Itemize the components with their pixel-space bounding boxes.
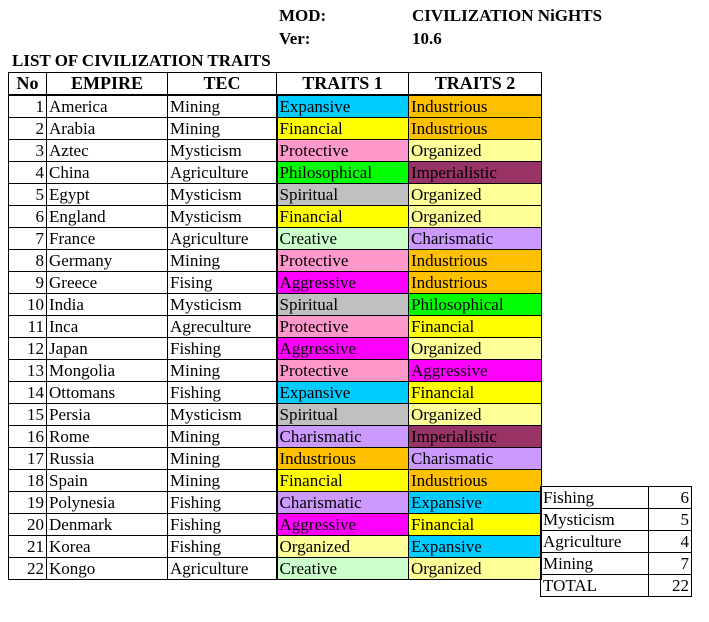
- cell-empire: Rome: [47, 426, 168, 448]
- cell-tec: Mining: [168, 448, 277, 470]
- cell-trait-1: Protective: [277, 250, 409, 272]
- cell-no: 11: [9, 316, 47, 338]
- cell-no: 5: [9, 184, 47, 206]
- table-row: [9, 184, 542, 206]
- cell-trait-1: Protective: [277, 316, 409, 338]
- summary-row: [541, 531, 692, 553]
- cell-trait-2: Organized: [409, 206, 542, 228]
- cell-no: 22: [9, 558, 47, 580]
- cell-tec: Mysticism: [168, 140, 277, 162]
- summary-count: 5: [649, 509, 692, 531]
- cell-trait-1: Creative: [277, 228, 409, 250]
- cell-empire: Polynesia: [47, 492, 168, 514]
- table-row: [9, 118, 542, 140]
- cell-tec: Agreculture: [168, 316, 277, 338]
- cell-tec: Mining: [168, 118, 277, 140]
- cell-trait-1: Financial: [277, 118, 409, 140]
- cell-tec: Mining: [168, 426, 277, 448]
- cell-no: 4: [9, 162, 47, 184]
- table-row: [9, 294, 542, 316]
- cell-trait-2: Expansive: [409, 492, 542, 514]
- cell-no: 10: [9, 294, 47, 316]
- mod-label: MOD:: [279, 6, 327, 25]
- cell-trait-1: Protective: [277, 360, 409, 382]
- cell-trait-2: Industrious: [409, 250, 542, 272]
- cell-no: 2: [9, 118, 47, 140]
- cell-no: 3: [9, 140, 47, 162]
- cell-empire: Aztec: [47, 140, 168, 162]
- cell-tec: Fishing: [168, 492, 277, 514]
- cell-tec: Fishing: [168, 382, 277, 404]
- table-row: [9, 382, 542, 404]
- table-row: [9, 140, 542, 162]
- cell-trait-2: Organized: [409, 140, 542, 162]
- column-header-empire: EMPIRE: [47, 73, 168, 96]
- summary-count: 4: [649, 531, 692, 553]
- cell-trait-2: Philosophical: [409, 294, 542, 316]
- cell-trait-1: Spiritual: [277, 404, 409, 426]
- cell-trait-1: Creative: [277, 558, 409, 580]
- cell-empire: Japan: [47, 338, 168, 360]
- summary-count: 7: [649, 553, 692, 575]
- cell-no: 17: [9, 448, 47, 470]
- cell-trait-2: Expansive: [409, 536, 542, 558]
- cell-empire: Germany: [47, 250, 168, 272]
- cell-trait-1: Philosophical: [277, 162, 409, 184]
- table-row: [9, 250, 542, 272]
- cell-trait-1: Spiritual: [277, 294, 409, 316]
- cell-trait-1: Aggressive: [277, 272, 409, 294]
- cell-no: 12: [9, 338, 47, 360]
- cell-trait-1: Industrious: [277, 448, 409, 470]
- cell-trait-1: Charismatic: [277, 492, 409, 514]
- cell-trait-2: Imperialistic: [409, 162, 542, 184]
- cell-trait-1: Expansive: [277, 95, 409, 118]
- table-row: [9, 95, 542, 118]
- summary-count: 6: [649, 487, 692, 509]
- table-row: [9, 558, 542, 580]
- cell-tec: Fishing: [168, 338, 277, 360]
- summary-label: Agriculture: [541, 531, 649, 553]
- table-row: [9, 448, 542, 470]
- cell-trait-2: Charismatic: [409, 228, 542, 250]
- cell-empire: Greece: [47, 272, 168, 294]
- cell-trait-1: Spiritual: [277, 184, 409, 206]
- cell-tec: Fishing: [168, 536, 277, 558]
- traits-table-body: [9, 95, 542, 580]
- cell-no: 14: [9, 382, 47, 404]
- summary-row: [541, 487, 692, 509]
- table-row: [9, 492, 542, 514]
- cell-trait-1: Expansive: [277, 382, 409, 404]
- mod-value: CIVILIZATION NiGHTS: [412, 6, 603, 25]
- cell-trait-1: Aggressive: [277, 514, 409, 536]
- cell-trait-2: Organized: [409, 404, 542, 426]
- cell-trait-2: Organized: [409, 558, 542, 580]
- cell-tec: Mining: [168, 360, 277, 382]
- cell-trait-2: Industrious: [409, 95, 542, 118]
- summary-count: 22: [649, 575, 692, 597]
- cell-trait-2: Industrious: [409, 272, 542, 294]
- cell-no: 9: [9, 272, 47, 294]
- table-row: [9, 228, 542, 250]
- cell-trait-2: Charismatic: [409, 448, 542, 470]
- cell-no: 19: [9, 492, 47, 514]
- table-row: [9, 470, 542, 492]
- traits-table: [8, 72, 542, 580]
- cell-no: 21: [9, 536, 47, 558]
- table-row: [9, 360, 542, 382]
- summary-row: [541, 575, 692, 597]
- column-header-no: No: [9, 73, 47, 96]
- cell-trait-2: Industrious: [409, 118, 542, 140]
- table-row: [9, 514, 542, 536]
- page-title: LIST OF CIVILIZATION TRAITS: [12, 51, 271, 70]
- cell-empire: Mongolia: [47, 360, 168, 382]
- cell-trait-1: Financial: [277, 206, 409, 228]
- cell-no: 15: [9, 404, 47, 426]
- cell-trait-1: Protective: [277, 140, 409, 162]
- cell-tec: Mining: [168, 470, 277, 492]
- column-header-traits-2: TRAITS 2: [409, 73, 542, 96]
- table-row: [9, 338, 542, 360]
- cell-tec: Mysticism: [168, 184, 277, 206]
- cell-no: 8: [9, 250, 47, 272]
- cell-empire: Korea: [47, 536, 168, 558]
- cell-tec: Fishing: [168, 514, 277, 536]
- summary-label: Mysticism: [541, 509, 649, 531]
- cell-empire: Kongo: [47, 558, 168, 580]
- cell-empire: England: [47, 206, 168, 228]
- cell-empire: Arabia: [47, 118, 168, 140]
- table-header-row: [9, 73, 542, 96]
- cell-empire: Ottomans: [47, 382, 168, 404]
- cell-trait-2: Imperialistic: [409, 426, 542, 448]
- cell-empire: Russia: [47, 448, 168, 470]
- cell-trait-2: Organized: [409, 184, 542, 206]
- cell-tec: Mysticism: [168, 206, 277, 228]
- cell-tec: Agriculture: [168, 162, 277, 184]
- cell-empire: Egypt: [47, 184, 168, 206]
- column-header-tec: TEC: [168, 73, 277, 96]
- cell-tec: Mysticism: [168, 404, 277, 426]
- table-row: [9, 404, 542, 426]
- cell-no: 13: [9, 360, 47, 382]
- cell-tec: Agriculture: [168, 228, 277, 250]
- table-row: [9, 272, 542, 294]
- cell-tec: Mining: [168, 95, 277, 118]
- cell-empire: China: [47, 162, 168, 184]
- cell-trait-1: Aggressive: [277, 338, 409, 360]
- cell-empire: Inca: [47, 316, 168, 338]
- cell-no: 7: [9, 228, 47, 250]
- summary-label: TOTAL: [541, 575, 649, 597]
- cell-no: 20: [9, 514, 47, 536]
- cell-trait-2: Industrious: [409, 470, 542, 492]
- version-label: Ver:: [279, 29, 311, 48]
- cell-trait-1: Charismatic: [277, 426, 409, 448]
- cell-no: 1: [9, 95, 47, 118]
- cell-empire: Persia: [47, 404, 168, 426]
- table-row: [9, 316, 542, 338]
- cell-trait-2: Financial: [409, 316, 542, 338]
- summary-label: Mining: [541, 553, 649, 575]
- summary-row: [541, 509, 692, 531]
- cell-trait-1: Organized: [277, 536, 409, 558]
- summary-label: Fishing: [541, 487, 649, 509]
- cell-no: 18: [9, 470, 47, 492]
- table-row: [9, 426, 542, 448]
- cell-tec: Fising: [168, 272, 277, 294]
- cell-tec: Mining: [168, 250, 277, 272]
- cell-empire: America: [47, 95, 168, 118]
- cell-no: 6: [9, 206, 47, 228]
- tec-summary-table: [540, 486, 692, 597]
- cell-empire: Denmark: [47, 514, 168, 536]
- table-row: [9, 162, 542, 184]
- table-row: [9, 536, 542, 558]
- summary-row: [541, 553, 692, 575]
- cell-trait-2: Financial: [409, 514, 542, 536]
- cell-trait-1: Financial: [277, 470, 409, 492]
- cell-empire: France: [47, 228, 168, 250]
- cell-trait-2: Financial: [409, 382, 542, 404]
- cell-empire: India: [47, 294, 168, 316]
- cell-trait-2: Organized: [409, 338, 542, 360]
- tec-summary-body: [541, 487, 692, 597]
- version-value: 10.6: [412, 29, 442, 48]
- cell-trait-2: Aggressive: [409, 360, 542, 382]
- table-row: [9, 206, 542, 228]
- cell-empire: Spain: [47, 470, 168, 492]
- cell-tec: Agriculture: [168, 558, 277, 580]
- cell-tec: Mysticism: [168, 294, 277, 316]
- column-header-traits-1: TRAITS 1: [277, 73, 409, 96]
- cell-no: 16: [9, 426, 47, 448]
